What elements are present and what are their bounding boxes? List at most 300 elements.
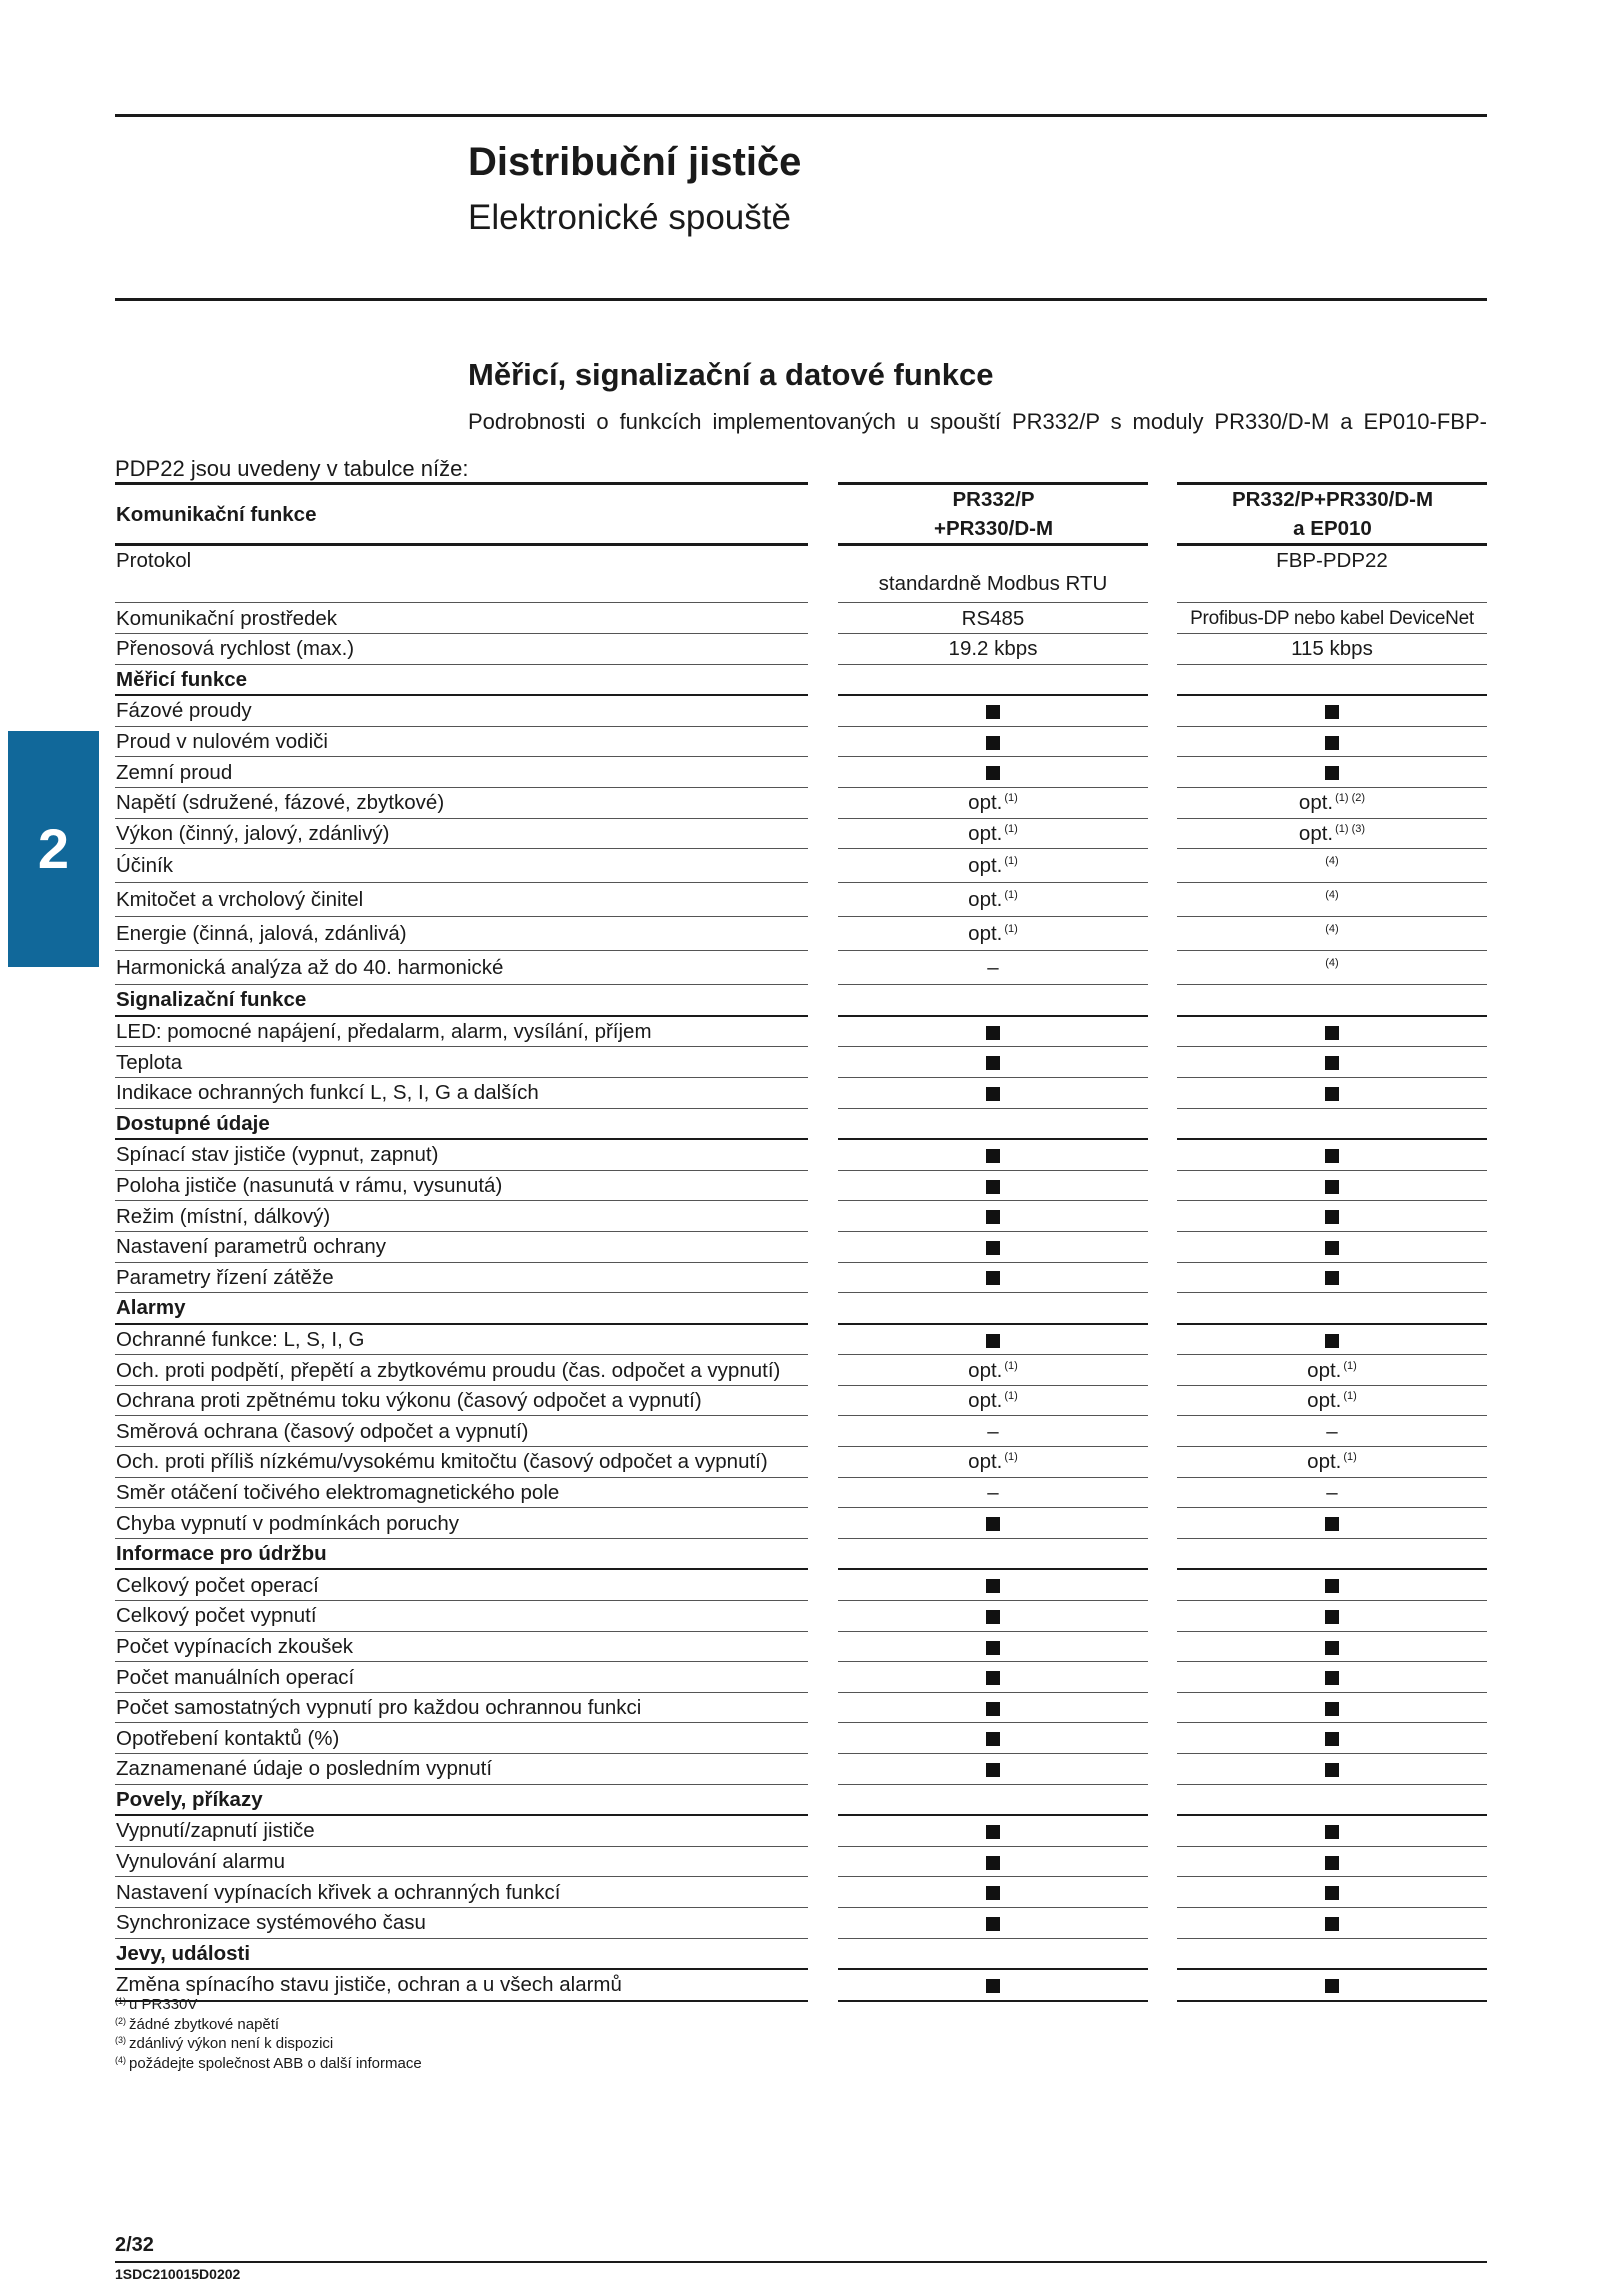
row-label: Harmonická analýza až do 40. harmonické: [115, 951, 808, 985]
table-row: [115, 1201, 1487, 1232]
filled-square-icon: [1325, 1886, 1339, 1900]
col2-value: [1177, 849, 1487, 883]
column-gap: [1148, 1324, 1177, 1355]
table-row: [115, 951, 1487, 985]
filled-square-icon: [986, 1671, 1000, 1685]
filled-square-icon: [1325, 1579, 1339, 1593]
table-header-label: Komunikační funkce: [115, 484, 808, 545]
table-row: [115, 1047, 1487, 1078]
column-gap: [1148, 1108, 1177, 1139]
footnote-ref: (1): [1004, 1359, 1018, 1372]
section-label: Signalizační funkce: [115, 985, 808, 1016]
cell-value: opt.: [1307, 1389, 1342, 1413]
footnote-ref: (1): [1343, 1390, 1357, 1403]
filled-square-icon: [1325, 1087, 1339, 1101]
cell-value: Profibus-DP nebo kabel DeviceNet: [1190, 608, 1474, 629]
filled-square-icon: [1325, 1149, 1339, 1163]
col1-value: [838, 1723, 1148, 1754]
filled-square-icon: [1325, 736, 1339, 750]
row-label: Ochranné funkce: L, S, I, G: [115, 1324, 808, 1355]
table-row: [115, 1692, 1487, 1723]
column-gap: [1148, 1047, 1177, 1078]
cell-value: –: [987, 1480, 999, 1504]
filled-square-icon: [1325, 1732, 1339, 1746]
col2-value: [1177, 1201, 1487, 1232]
filled-square-icon: [1325, 1026, 1339, 1040]
filled-square-icon: [1325, 705, 1339, 719]
col2-value: [1177, 883, 1487, 917]
column-gap: [808, 1108, 838, 1139]
cell-value: opt.: [1307, 1358, 1342, 1382]
col1-value: [838, 1754, 1148, 1785]
filled-square-icon: [1325, 1517, 1339, 1531]
column-gap: [1148, 1569, 1177, 1600]
column-gap: [808, 1631, 838, 1662]
row-label: Fázové proudy: [115, 695, 808, 726]
column-gap: [1148, 757, 1177, 788]
filled-square-icon: [986, 1641, 1000, 1655]
header-rule: [115, 298, 1487, 301]
column-gap: [808, 1385, 838, 1416]
document-id: 1SDC210015D0202: [115, 2266, 241, 2282]
row-label: Počet manuálních operací: [115, 1662, 808, 1693]
cell-value: –: [1326, 1480, 1338, 1504]
table-row: [115, 1385, 1487, 1416]
col1-value: [838, 1969, 1148, 2001]
footnote-ref: (4): [1325, 923, 1339, 936]
header-line: a EP010: [1293, 517, 1372, 540]
table-row: [115, 1016, 1487, 1047]
section-label: Alarmy: [115, 1293, 808, 1324]
footnote-ref: (1): [1004, 822, 1018, 835]
column-gap: [808, 1723, 838, 1754]
filled-square-icon: [1325, 1271, 1339, 1285]
column-gap: [808, 1324, 838, 1355]
cell-value: opt.: [968, 1450, 1003, 1474]
col2-value: [1177, 1723, 1487, 1754]
table-row: [115, 818, 1487, 849]
column-gap: [1148, 1355, 1177, 1386]
footnote-ref: (1): [1004, 923, 1018, 936]
col1-value: [838, 1907, 1148, 1938]
col2-value: [1177, 1385, 1487, 1416]
chapter-tab: [8, 731, 99, 967]
filled-square-icon: [1325, 1702, 1339, 1716]
column-gap: [808, 1754, 838, 1785]
footnote-ref: (1): [1004, 889, 1018, 902]
cell-value: FBP-PDP22: [1276, 549, 1388, 572]
column-gap: [808, 634, 838, 665]
filled-square-icon: [986, 766, 1000, 780]
table-section-row: [115, 1293, 1487, 1324]
col1-value: [838, 883, 1148, 917]
table-row: [115, 787, 1487, 818]
table-row: [115, 849, 1487, 883]
section-cell: [1177, 1538, 1487, 1569]
table-row: [115, 603, 1487, 634]
column-gap: [808, 1293, 838, 1324]
column-gap: [808, 1938, 838, 1969]
column-gap: [1148, 1293, 1177, 1324]
table-row: [115, 695, 1487, 726]
footnote-ref: (4): [1325, 855, 1339, 868]
section-title: Měřicí, signalizační a datové funkce: [468, 357, 994, 392]
column-gap: [808, 1569, 838, 1600]
column-gap: [808, 1447, 838, 1478]
filled-square-icon: [1325, 1979, 1339, 1993]
column-gap: [808, 757, 838, 788]
column-gap: [808, 951, 838, 985]
column-gap: [1148, 664, 1177, 695]
column-gap: [1148, 695, 1177, 726]
col1-value: [838, 757, 1148, 788]
table-row: [115, 1262, 1487, 1293]
col2-value: [1177, 1907, 1487, 1938]
column-gap: [1148, 1969, 1177, 2001]
row-label: Parametry řízení zátěže: [115, 1262, 808, 1293]
section-label: Měřicí funkce: [115, 664, 808, 695]
row-label: Och. proti příliš nízkému/vysokému kmitočtu (časový odpočet a vypnutí): [115, 1447, 808, 1478]
row-label: Synchronizace systémového času: [115, 1907, 808, 1938]
page-subtitle: Elektronické spouště: [468, 198, 791, 237]
footnote: [115, 2034, 422, 2054]
filled-square-icon: [986, 1763, 1000, 1777]
cell-value: opt.: [968, 821, 1003, 845]
col2-value: [1177, 1231, 1487, 1262]
footnote-ref: (1): [1004, 1451, 1018, 1464]
row-label: Nastavení vypínacích křivek a ochranných funkcí: [115, 1877, 808, 1908]
col1-value: [838, 1416, 1148, 1447]
filled-square-icon: [986, 1856, 1000, 1870]
col1-value: [838, 1355, 1148, 1386]
col2-value: [1177, 1355, 1487, 1386]
filled-square-icon: [1325, 1210, 1339, 1224]
filled-square-icon: [1325, 1241, 1339, 1255]
column-gap: [1148, 1262, 1177, 1293]
col1-value: [838, 634, 1148, 665]
footnote-mark: (3): [115, 2035, 126, 2045]
row-label: Indikace ochranných funkcí L, S, I, G a dalších: [115, 1077, 808, 1108]
column-gap: [808, 1262, 838, 1293]
filled-square-icon: [1325, 1610, 1339, 1624]
column-gap: [808, 1355, 838, 1386]
col1-value: [838, 818, 1148, 849]
row-label: Počet samostatných vypnutí pro každou ochrannou funkci: [115, 1692, 808, 1723]
table-row: [115, 1662, 1487, 1693]
table-section-row: [115, 1108, 1487, 1139]
filled-square-icon: [1325, 1334, 1339, 1348]
table-section-row: [115, 664, 1487, 695]
column-gap: [808, 545, 838, 603]
table-row: [115, 757, 1487, 788]
col2-value: [1177, 1324, 1487, 1355]
table-row: [115, 1815, 1487, 1846]
table-row: [115, 1324, 1487, 1355]
footnote-ref: (1): [1004, 1390, 1018, 1403]
col2-value: [1177, 917, 1487, 951]
filled-square-icon: [986, 1979, 1000, 1993]
col1-value: [838, 1262, 1148, 1293]
table-row: [115, 1355, 1487, 1386]
col2-value: [1177, 1969, 1487, 2001]
col1-value: [838, 1385, 1148, 1416]
section-intro: Podrobnosti o funkcích implementovaných u spouští PR332/P s moduly PR330/D-M a EP010-FBP-PDP22 jsou uvedeny v tabulce níže:: [115, 409, 1487, 481]
column-gap: [1148, 1723, 1177, 1754]
section-label: Povely, příkazy: [115, 1784, 808, 1815]
col1-value: [838, 849, 1148, 883]
row-label: Zaznamenané údaje o posledním vypnutí: [115, 1754, 808, 1785]
page-number: 2/32: [115, 2234, 154, 2256]
column-gap: [1148, 1692, 1177, 1723]
cell-value: RS485: [961, 606, 1025, 630]
col1-value: [838, 545, 1148, 603]
row-label: Směrová ochrana (časový odpočet a vypnutí): [115, 1416, 808, 1447]
col1-value: [838, 1508, 1148, 1539]
column-gap: [808, 603, 838, 634]
col1-value: [838, 726, 1148, 757]
column-gap: [808, 484, 838, 545]
col2-value: [1177, 545, 1487, 603]
col2-value: [1177, 634, 1487, 665]
filled-square-icon: [1325, 1856, 1339, 1870]
filled-square-icon: [1325, 1641, 1339, 1655]
row-label: Nastavení parametrů ochrany: [115, 1231, 808, 1262]
column-gap: [808, 1139, 838, 1170]
row-label: Celkový počet operací: [115, 1569, 808, 1600]
section-cell: [838, 664, 1148, 695]
table-row: [115, 1447, 1487, 1478]
header-line: PR332/P: [952, 488, 1035, 511]
column-gap: [808, 849, 838, 883]
row-label: Ochrana proti zpětnému toku výkonu (časový odpočet a vypnutí): [115, 1385, 808, 1416]
column-gap: [808, 1077, 838, 1108]
column-gap: [1148, 818, 1177, 849]
table-header-row: [115, 484, 1487, 545]
footnote-ref: (1): [1004, 792, 1018, 805]
col1-value: [838, 1077, 1148, 1108]
row-label: Energie (činná, jalová, zdánlivá): [115, 917, 808, 951]
column-gap: [808, 664, 838, 695]
section-cell: [1177, 1784, 1487, 1815]
filled-square-icon: [986, 1702, 1000, 1716]
col2-value: [1177, 757, 1487, 788]
col2-value: [1177, 1477, 1487, 1508]
col2-value: [1177, 1754, 1487, 1785]
table-row: [115, 1139, 1487, 1170]
col2-value: [1177, 1692, 1487, 1723]
footnotes: [115, 1995, 422, 2073]
col1-value: [838, 1170, 1148, 1201]
column-gap: [808, 1846, 838, 1877]
col1-value: [838, 1662, 1148, 1693]
table-row: [115, 1877, 1487, 1908]
column-gap: [1148, 985, 1177, 1016]
column-gap: [1148, 1416, 1177, 1447]
cell-value: opt.: [968, 888, 1003, 912]
row-label: Chyba vypnutí v podmínkách poruchy: [115, 1508, 808, 1539]
table-header-col1: [838, 484, 1148, 545]
cell-value: opt.: [968, 922, 1003, 946]
footnote-ref: (1) (3): [1335, 822, 1366, 835]
column-gap: [1148, 917, 1177, 951]
column-gap: [1148, 849, 1177, 883]
column-gap: [1148, 1385, 1177, 1416]
column-gap: [808, 818, 838, 849]
table-row: [115, 1477, 1487, 1508]
footnote-text: zdánlivý výkon není k dispozici: [129, 2035, 334, 2052]
row-label: Režim (místní, dálkový): [115, 1201, 808, 1232]
col1-value: [838, 1016, 1148, 1047]
filled-square-icon: [986, 1610, 1000, 1624]
column-gap: [1148, 1231, 1177, 1262]
column-gap: [808, 1662, 838, 1693]
column-gap: [808, 1692, 838, 1723]
cell-value: 115 kbps: [1291, 637, 1373, 661]
filled-square-icon: [986, 1087, 1000, 1101]
column-gap: [808, 695, 838, 726]
col1-value: [838, 917, 1148, 951]
section-cell: [838, 1293, 1148, 1324]
row-label: Přenosová rychlost (max.): [115, 634, 808, 665]
filled-square-icon: [1325, 1917, 1339, 1931]
footnote-text: u PR330V: [129, 1996, 198, 2013]
table-row: [115, 1631, 1487, 1662]
filled-square-icon: [1325, 766, 1339, 780]
col1-value: [838, 1877, 1148, 1908]
row-label: Zemní proud: [115, 757, 808, 788]
row-label: Protokol: [115, 545, 808, 603]
section-cell: [838, 1938, 1148, 1969]
table-row: [115, 1723, 1487, 1754]
column-gap: [1148, 1631, 1177, 1662]
row-label: Napětí (sdružené, fázové, zbytkové): [115, 787, 808, 818]
section-label: Jevy, události: [115, 1938, 808, 1969]
table-row: [115, 1231, 1487, 1262]
column-gap: [1148, 1170, 1177, 1201]
table-section-row: [115, 985, 1487, 1016]
header-line: +PR330/D-M: [933, 517, 1054, 540]
filled-square-icon: [1325, 1671, 1339, 1685]
col1-value: [838, 1846, 1148, 1877]
row-label: Vynulování alarmu: [115, 1846, 808, 1877]
footnote-mark: (2): [115, 2015, 126, 2026]
row-label: Celkový počet vypnutí: [115, 1601, 808, 1632]
cell-value: –: [987, 1419, 999, 1443]
col2-value: [1177, 1569, 1487, 1600]
row-label: Komunikační prostředek: [115, 603, 808, 634]
column-gap: [1148, 1938, 1177, 1969]
section-cell: [1177, 985, 1487, 1016]
filled-square-icon: [986, 1210, 1000, 1224]
col2-value: [1177, 951, 1487, 985]
col2-value: [1177, 1262, 1487, 1293]
col2-value: [1177, 787, 1487, 818]
column-gap: [808, 1601, 838, 1632]
cell-value: –: [1326, 1419, 1338, 1443]
col1-value: [838, 603, 1148, 634]
column-gap: [808, 1508, 838, 1539]
page-title: Distribuční jističe: [468, 140, 802, 184]
row-label: Počet vypínacích zkoušek: [115, 1631, 808, 1662]
column-gap: [1148, 545, 1177, 603]
filled-square-icon: [986, 1579, 1000, 1593]
column-gap: [1148, 1662, 1177, 1693]
col1-value: [838, 951, 1148, 985]
col1-value: [838, 1569, 1148, 1600]
row-label: Výkon (činný, jalový, zdánlivý): [115, 818, 808, 849]
column-gap: [1148, 726, 1177, 757]
filled-square-icon: [986, 1180, 1000, 1194]
col2-value: [1177, 1877, 1487, 1908]
column-gap: [808, 1170, 838, 1201]
filled-square-icon: [986, 736, 1000, 750]
column-gap: [808, 917, 838, 951]
table-row: [115, 1077, 1487, 1108]
table-row: [115, 1601, 1487, 1632]
col2-value: [1177, 1447, 1487, 1478]
col1-value: [838, 1601, 1148, 1632]
filled-square-icon: [1325, 1180, 1339, 1194]
filled-square-icon: [986, 1886, 1000, 1900]
column-gap: [1148, 634, 1177, 665]
column-gap: [1148, 787, 1177, 818]
footnote: [115, 2054, 422, 2074]
functions-table: [115, 482, 1487, 2002]
col1-value: [838, 1815, 1148, 1846]
column-gap: [1148, 1477, 1177, 1508]
column-gap: [1148, 1907, 1177, 1938]
cell-value: opt.: [1307, 1450, 1342, 1474]
filled-square-icon: [986, 1056, 1000, 1070]
table-row: [115, 1508, 1487, 1539]
section-cell: [838, 1538, 1148, 1569]
row-label: Opotřebení kontaktů (%): [115, 1723, 808, 1754]
col1-value: [838, 1139, 1148, 1170]
footnote-mark: (1): [115, 1996, 126, 2006]
protocol-row: [115, 545, 1487, 603]
col1-value: [838, 1047, 1148, 1078]
section-cell: [1177, 664, 1487, 695]
filled-square-icon: [986, 1732, 1000, 1746]
row-label: Poloha jističe (nasunutá v rámu, vysunutá): [115, 1170, 808, 1201]
col2-value: [1177, 1016, 1487, 1047]
column-gap: [1148, 1077, 1177, 1108]
column-gap: [808, 985, 838, 1016]
table-section-row: [115, 1784, 1487, 1815]
section-cell: [1177, 1108, 1487, 1139]
table-row: [115, 634, 1487, 665]
filled-square-icon: [986, 705, 1000, 719]
col2-value: [1177, 1662, 1487, 1693]
cell-value: standardně Modbus RTU: [878, 572, 1108, 595]
cell-value: opt.: [968, 1358, 1003, 1382]
col2-value: [1177, 1815, 1487, 1846]
col1-value: [838, 1477, 1148, 1508]
footnote-ref: (1) (2): [1335, 792, 1366, 805]
row-label: Směr otáčení točivého elektromagnetického pole: [115, 1477, 808, 1508]
footnote-ref: (1): [1343, 1451, 1357, 1464]
column-gap: [1148, 1846, 1177, 1877]
filled-square-icon: [986, 1917, 1000, 1931]
table-row: [115, 917, 1487, 951]
table-row: [115, 1907, 1487, 1938]
column-gap: [1148, 1139, 1177, 1170]
col1-value: [838, 1692, 1148, 1723]
top-rule: [115, 114, 1487, 117]
column-gap: [808, 1416, 838, 1447]
row-label: Kmitočet a vrcholový činitel: [115, 883, 808, 917]
footnote-ref: (1): [1343, 1359, 1357, 1372]
